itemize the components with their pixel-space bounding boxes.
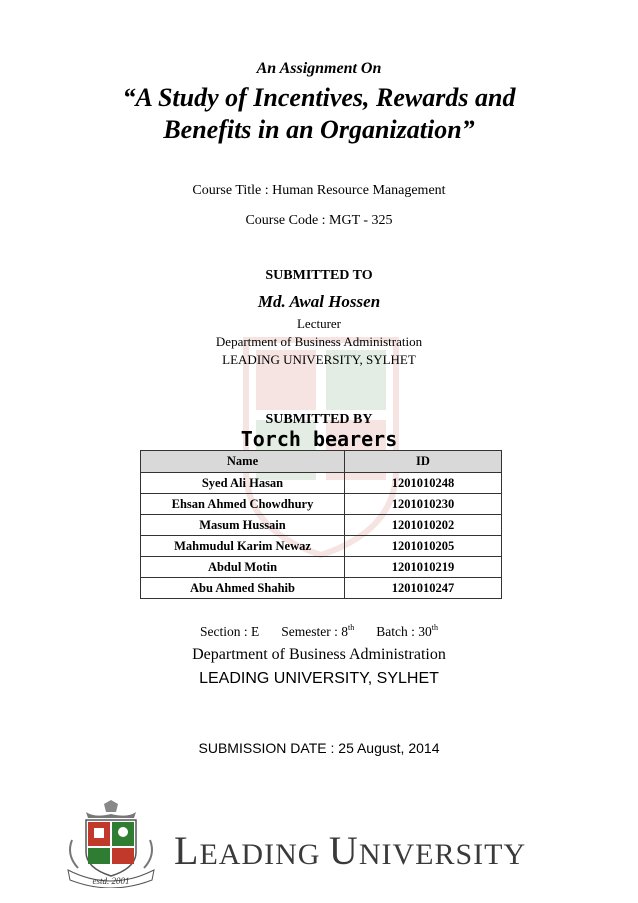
university-crest-icon (64, 800, 158, 888)
table-row (141, 557, 502, 578)
member-id: 1201010219 (345, 557, 502, 578)
member-id: 1201010247 (345, 578, 502, 599)
member-name: Abu Ahmed Shahib (141, 578, 345, 599)
section-semester-batch (0, 623, 638, 640)
member-name: Mahmudul Karim Newaz (141, 536, 345, 557)
header-id: ID (345, 451, 502, 473)
teacher-university: LEADING UNIVERSITY, SYLHET (222, 352, 416, 367)
course-code: Course Code : MGT - 325 (245, 213, 393, 228)
members-table (140, 450, 502, 599)
title-line-2: Benefits in an Organization” (163, 115, 475, 144)
submitted-by-label: SUBMITTED BY (265, 412, 373, 427)
university-wordmark: LEADING UNIVERSITY (174, 828, 527, 873)
member-name: Syed Ali Hasan (141, 473, 345, 494)
table-row (141, 515, 502, 536)
table-header-row (141, 451, 502, 473)
student-department: Department of Business Administration (192, 646, 446, 663)
assignment-label: An Assignment On (256, 60, 382, 77)
member-id: 1201010202 (345, 515, 502, 536)
student-university: LEADING UNIVERSITY, SYLHET (199, 670, 439, 687)
header-name: Name (141, 451, 345, 473)
member-name: Abdul Motin (141, 557, 345, 578)
table-row (141, 473, 502, 494)
course-title: Course Title : Human Resource Management (192, 183, 446, 198)
title-line-1: “A Study of Incentives, Rewards and (122, 83, 516, 112)
member-name: Masum Hussain (141, 515, 345, 536)
member-id: 1201010205 (345, 536, 502, 557)
member-id: 1201010230 (345, 494, 502, 515)
table-row (141, 578, 502, 599)
group-name: Torch bearers (240, 427, 398, 451)
table-row (141, 536, 502, 557)
section-value: Section : E (200, 623, 260, 639)
semester-value: Semester : 8th (281, 623, 355, 639)
member-id: 1201010248 (345, 473, 502, 494)
table-row (141, 494, 502, 515)
assignment-title (0, 82, 638, 146)
submitted-to-label: SUBMITTED TO (265, 268, 373, 283)
teacher-name: Md. Awal Hossen (257, 292, 381, 311)
teacher-department: Department of Business Administration (215, 334, 423, 349)
batch-value: Batch : 30th (376, 623, 438, 639)
crest-estd-label: estd. 2001 (92, 876, 130, 886)
submission-date: SUBMISSION DATE : 25 August, 2014 (198, 740, 440, 756)
member-name: Ehsan Ahmed Chowdhury (141, 494, 345, 515)
teacher-designation: Lecturer (296, 316, 342, 331)
